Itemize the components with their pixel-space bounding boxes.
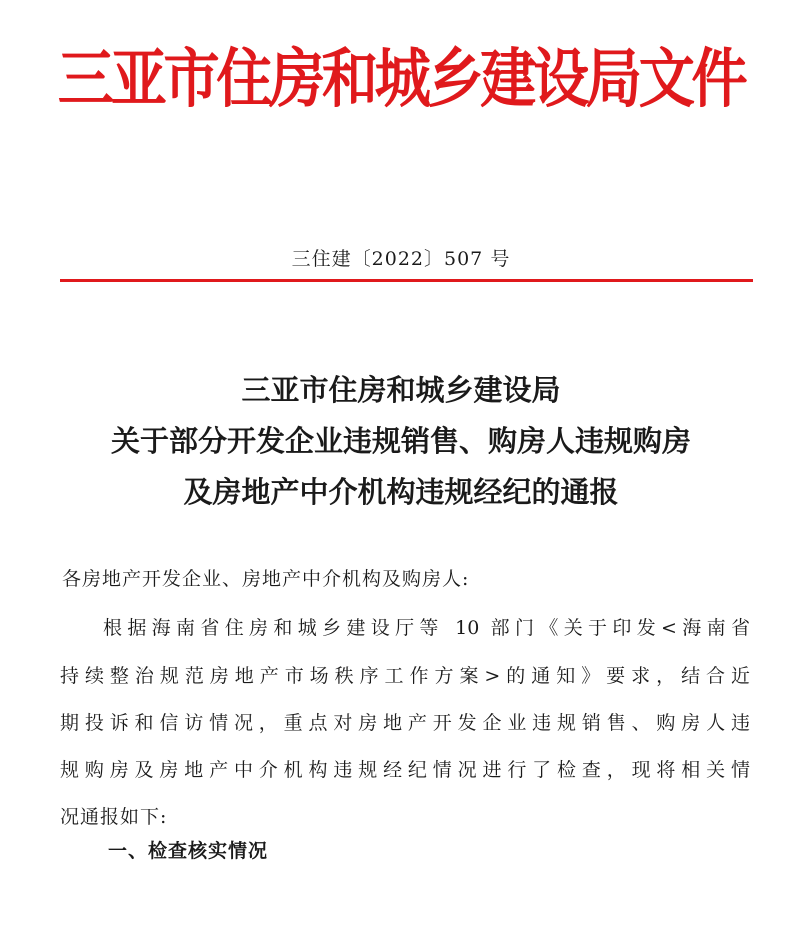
- paragraph-line: 期投诉和信访情况，重点对房地产开发企业违规销售、购房人违: [60, 712, 750, 734]
- paragraph-line: 规购房及房地产中介机构违规经纪情况进行了检查，现将相关情: [60, 759, 750, 781]
- paragraph-line: 况通报如下:: [60, 806, 168, 828]
- issuer-title: 三亚市住房和城乡建设局文件: [57, 43, 745, 117]
- paragraph-line: 持续整治规范房地产市场秩序工作方案>的通知》要求，结合近: [60, 665, 750, 687]
- title-line-2: 关于部分开发企业违规销售、购房人违规购房: [110, 424, 691, 458]
- red-divider-line: [60, 279, 753, 282]
- document-number: 三住建〔2022〕507 号: [291, 248, 511, 270]
- title-line-3: 及房地产中介机构违规经纪的通报: [183, 475, 619, 509]
- salutation: 各房地产开发企业、房地产中介机构及购房人:: [62, 568, 470, 590]
- title-line-1: 三亚市住房和城乡建设局: [241, 373, 561, 407]
- section-heading: 一、检查核实情况: [108, 840, 269, 862]
- paragraph-line: 根据海南省住房和城乡建设厅等 10 部门《关于印发<海南省: [103, 617, 750, 639]
